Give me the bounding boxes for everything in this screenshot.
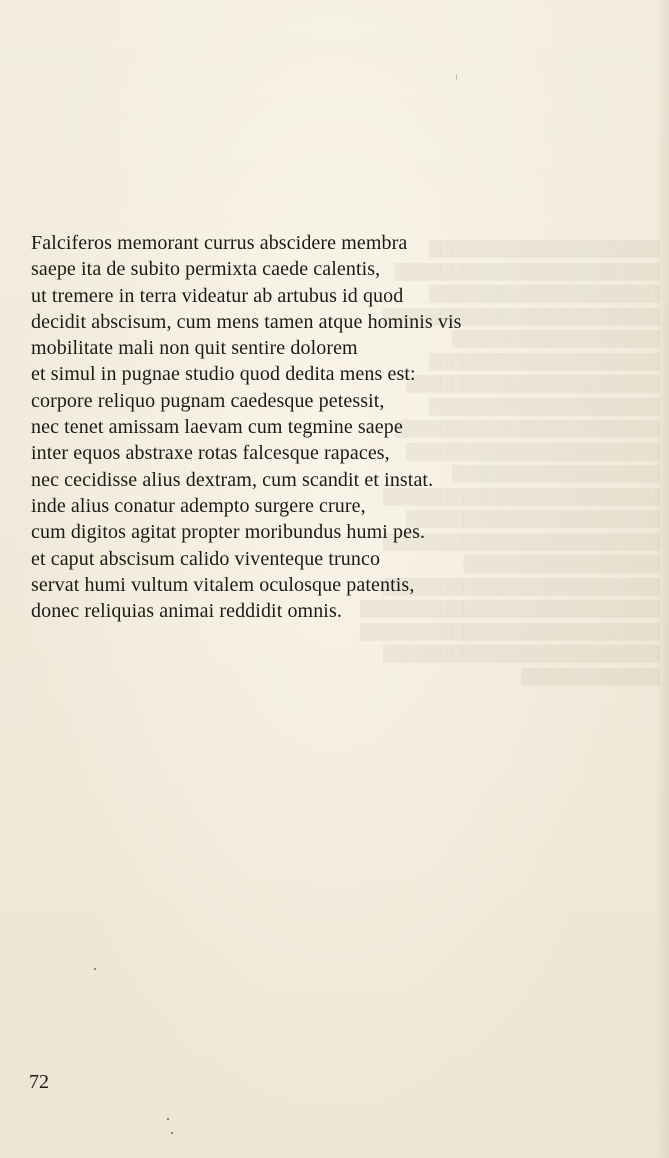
paper-speck [167,1118,169,1120]
poem-line: Falciferos memorant currus abscidere membra [31,232,408,254]
page-number: 72 [29,1071,49,1093]
poem-text [31,230,651,624]
poem-line: nec tenet amissam laevam cum tegmine saepe [31,416,403,439]
poem-line: cum digitos agitat propter moribundus humi pes. [31,521,426,544]
poem-line: ut tremere in terra videatur ab artubus id quod [31,284,404,307]
poem-line: et caput abscisum calido viventeque trunco [31,547,381,570]
poem-line: saepe ita de subito permixta caede calentis, [31,258,381,281]
poem-line: nec cecidisse alius dextram, cum scandit et instat. [31,468,434,491]
poem-line: inter equos abstraxe rotas falcesque rapaces, [31,442,390,465]
poem-line: decidit abscisum, cum mens tamen atque hominis vis [31,310,462,333]
paper-speck [456,74,457,80]
reverse-page-show-through: ████████████████████ ███████████████████████ ████████████████████ ████████████████████████ ██████████████████ ████████████████████ ██████████████████████ ████████████████████ ███████████████████████ ██████████████████████ ██████████████████ ████████████████████████ ██████████████████████ ████████████████████████ █████████████████ ████████████████████████ ██████████████████████████ ██████████████████████████ ████████████████████████ ████████████ [360,240,660,686]
paper-speck [171,1132,173,1134]
poem-line: donec reliquias animai reddidit omnis. [31,600,342,623]
paper-speck [94,968,96,970]
poem-line: et simul in pugnae studio quod dedita mens est: [31,363,416,386]
page-edge-shadow [655,0,669,1158]
poem-line: mobilitate mali non quit sentire dolorem [31,337,358,360]
poem-line: corpore reliquo pugnam caedesque petessit, [31,389,385,412]
poem-line: inde alius conatur adempto surgere crure, [31,494,366,517]
poem-line: servat humi vultum vitalem oculosque patentis, [31,573,415,596]
